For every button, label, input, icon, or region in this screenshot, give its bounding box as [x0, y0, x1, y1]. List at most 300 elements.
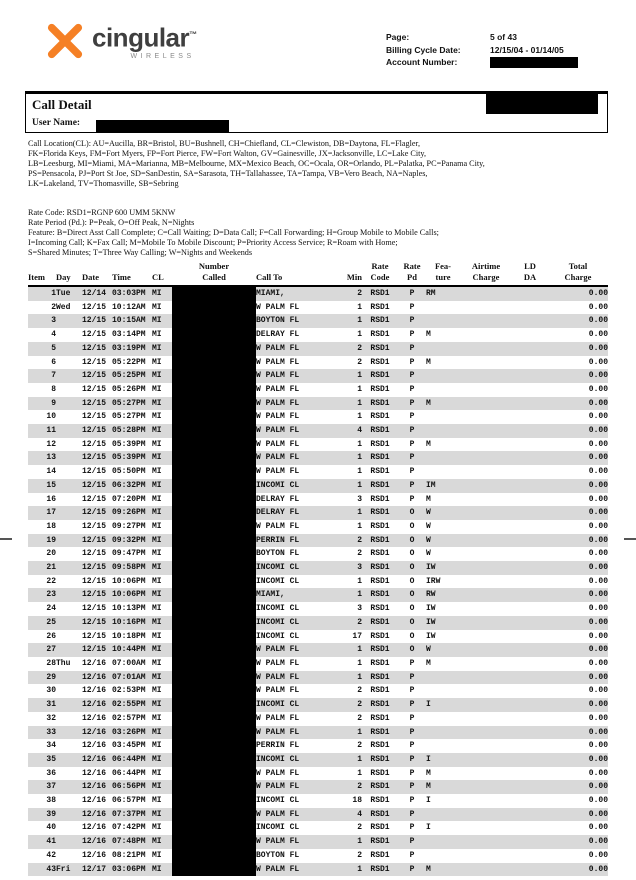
cell: 0.00 — [588, 782, 608, 792]
cell: 1 — [357, 384, 362, 394]
cell: P — [409, 494, 415, 504]
redacted-number-cell — [172, 794, 256, 808]
cell: 42 — [46, 850, 56, 860]
brand-text — [92, 22, 197, 60]
call-row — [28, 671, 608, 685]
cell: 12/16 — [82, 768, 107, 778]
cell: 0.00 — [588, 549, 608, 559]
cell: 0.00 — [588, 658, 608, 668]
cell: 12/15 — [82, 412, 107, 422]
cell — [426, 369, 460, 383]
cell — [512, 520, 548, 534]
legend-line: Call Location(CL): AU=Aucilla, BR=Bristol, BU=Bushnell, CH=Chiefland, CL=Clewiston, DB=Daytona, FL=Flagler, — [28, 139, 420, 148]
account-number-label: Account Number: — [386, 57, 458, 67]
cell: MI — [152, 837, 162, 847]
cell: 12/15 — [82, 563, 107, 573]
table-header-row — [28, 261, 608, 286]
cell: RSD1 — [370, 412, 390, 422]
cell — [460, 684, 512, 698]
cell: 0.00 — [588, 741, 608, 751]
cell: 26 — [46, 631, 56, 641]
cell: 0.00 — [588, 343, 608, 353]
cell — [460, 863, 512, 877]
cell: 12/15 — [82, 398, 107, 408]
cell — [56, 479, 82, 493]
cell: 0.00 — [588, 823, 608, 833]
cell — [512, 588, 548, 602]
cell: 0.00 — [588, 426, 608, 436]
cell: 0.00 — [588, 864, 608, 874]
cell — [460, 835, 512, 849]
col-header-item: Item — [28, 261, 56, 286]
cell: RSD1 — [370, 823, 390, 833]
account-number-redacted — [490, 57, 578, 71]
cell: P — [409, 796, 415, 806]
call-row — [28, 767, 608, 781]
cell: 2 — [357, 357, 362, 367]
cell: Tue — [56, 289, 71, 298]
cell: RSD1 — [370, 672, 390, 682]
cell: MI — [152, 850, 162, 860]
cell: MI — [152, 754, 162, 764]
brand-tagline: WIRELESS — [130, 52, 195, 60]
cell: INCOMI CL — [256, 631, 300, 641]
cell — [512, 630, 548, 644]
cell — [460, 588, 512, 602]
cell: MI — [152, 343, 162, 353]
cell: P — [409, 371, 415, 381]
redacted-number-cell — [172, 863, 256, 877]
redacted-number-cell — [172, 493, 256, 507]
redacted-number-cell — [172, 342, 256, 356]
cell: 0.00 — [588, 439, 608, 449]
cell — [512, 575, 548, 589]
cell — [56, 753, 82, 767]
cell: RSD1 — [370, 371, 390, 381]
cell — [56, 602, 82, 616]
cell — [56, 575, 82, 589]
cell: 12/16 — [82, 837, 107, 847]
cell: RSD1 — [370, 768, 390, 778]
redacted-number-cell — [172, 588, 256, 602]
cell: BOYTON FL — [256, 316, 300, 326]
cell: 05:39PM — [112, 439, 146, 449]
cell: RSD1 — [370, 508, 390, 518]
cell: O — [409, 631, 415, 641]
cell: 28 — [46, 658, 56, 668]
cell: W PALM FL — [256, 384, 300, 394]
cell: M — [426, 782, 431, 792]
cell: 38 — [46, 796, 56, 806]
cingular-logo — [44, 22, 197, 60]
cell — [426, 739, 460, 753]
cell: 10:16PM — [112, 617, 146, 627]
cell: 12/15 — [82, 426, 107, 436]
cell: MI — [152, 521, 162, 531]
cell: 0.00 — [588, 837, 608, 847]
cell — [460, 849, 512, 863]
cell: MI — [152, 686, 162, 696]
cell: 5 — [51, 343, 56, 353]
cell: P — [409, 809, 415, 819]
cell: 12 — [46, 439, 56, 449]
cell: MI — [152, 426, 162, 436]
cell: RSD1 — [370, 439, 390, 449]
redacted-number-cell — [172, 561, 256, 575]
cell: 12/14 — [82, 289, 107, 298]
cell — [460, 328, 512, 342]
cell: P — [409, 453, 415, 463]
cell: P — [409, 343, 415, 353]
cell: P — [409, 768, 415, 778]
cell — [512, 410, 548, 424]
cell: P — [409, 782, 415, 792]
cell — [512, 493, 548, 507]
cell: 09:26PM — [112, 508, 146, 518]
legend-line: LB=Leesburg, MI=Miami, MA=Marianna, MB=Melbourne, MX=Mexico Beach, OC=Ocala, OR=Orlando, PL=Palatka, PC=Panama City, — [28, 159, 485, 168]
redacted-number-cell — [172, 726, 256, 740]
cell: O — [409, 521, 415, 531]
cell — [460, 657, 512, 671]
cell: 03:26PM — [112, 727, 146, 737]
cell: O — [409, 617, 415, 627]
cell: RSD1 — [370, 837, 390, 847]
cell: P — [409, 727, 415, 737]
cell: O — [409, 604, 415, 614]
cell — [56, 726, 82, 740]
cell: 08:21PM — [112, 850, 146, 860]
cell — [426, 451, 460, 465]
cell: 4 — [51, 330, 56, 340]
cell: P — [409, 480, 415, 490]
cell: I — [426, 823, 431, 833]
cell: 6 — [51, 357, 56, 367]
cell: 0.00 — [588, 590, 608, 600]
redacted-number-cell — [172, 383, 256, 397]
cell: 1 — [357, 672, 362, 682]
cell: MI — [152, 645, 162, 655]
cell — [512, 849, 548, 863]
cell — [460, 643, 512, 657]
cell: 1 — [357, 754, 362, 764]
cell: 1 — [357, 316, 362, 326]
cell: 2 — [357, 549, 362, 559]
cell — [56, 808, 82, 822]
cell — [56, 314, 82, 328]
cell — [56, 493, 82, 507]
cell: MI — [152, 508, 162, 518]
cell: RSD1 — [370, 850, 390, 860]
cell — [56, 547, 82, 561]
cell — [512, 479, 548, 493]
cell — [512, 342, 548, 356]
call-row — [28, 657, 608, 671]
call-row — [28, 383, 608, 397]
cell: W — [426, 535, 431, 545]
cell: 0.00 — [588, 631, 608, 641]
redacted-number-cell — [172, 301, 256, 315]
cell: INCOMI CL — [256, 604, 300, 614]
cell: 2 — [357, 823, 362, 833]
cell: P — [409, 412, 415, 422]
cell: RSD1 — [370, 316, 390, 326]
cell: 3 — [357, 604, 362, 614]
crop-mark-right — [624, 538, 636, 540]
cell: 07:01AM — [112, 672, 146, 682]
cell: 07:20PM — [112, 494, 146, 504]
cell: 10:44PM — [112, 645, 146, 655]
cell: M — [426, 494, 431, 504]
cell: MI — [152, 480, 162, 490]
cell: 12/16 — [82, 796, 107, 806]
cell — [56, 328, 82, 342]
cell: 0.00 — [588, 700, 608, 710]
cell — [460, 821, 512, 835]
cell: P — [409, 686, 415, 696]
cell — [460, 438, 512, 452]
cell: 32 — [46, 713, 56, 723]
cell — [56, 780, 82, 794]
cell: PERRIN FL — [256, 535, 300, 545]
cell: P — [409, 700, 415, 710]
cell — [460, 506, 512, 520]
cell: P — [409, 426, 415, 436]
cell — [56, 794, 82, 808]
cell: 40 — [46, 823, 56, 833]
cell: 0.00 — [588, 686, 608, 696]
cell — [56, 821, 82, 835]
cell: RSD1 — [370, 426, 390, 436]
cell: MI — [152, 590, 162, 600]
cell: 09:47PM — [112, 549, 146, 559]
cell: RSD1 — [370, 809, 390, 819]
cell: 1 — [357, 467, 362, 477]
cell — [512, 726, 548, 740]
cell: MI — [152, 371, 162, 381]
cell: 0.00 — [588, 713, 608, 723]
cell: P — [409, 823, 415, 833]
call-row — [28, 698, 608, 712]
redacted-number-cell — [172, 328, 256, 342]
cell: 12/15 — [82, 357, 107, 367]
call-row — [28, 684, 608, 698]
legend-line: Feature: B=Direct Asst Call Complete; C=Call Waiting; D=Data Call; F=Call Forwarding; H=Group Mobile to Mobile Calls; — [28, 228, 439, 237]
cell — [56, 342, 82, 356]
cell: 1 — [357, 768, 362, 778]
cell — [56, 383, 82, 397]
cell: 0.00 — [588, 850, 608, 860]
cell — [460, 616, 512, 630]
cell: 1 — [357, 302, 362, 312]
call-detail-title: Call Detail — [32, 97, 92, 112]
cell — [426, 835, 460, 849]
cell: P — [409, 384, 415, 394]
cell — [460, 520, 512, 534]
cell — [460, 671, 512, 685]
cell: 4 — [357, 426, 362, 436]
cell: PERRIN FL — [256, 741, 300, 751]
cell — [426, 808, 460, 822]
redacted-number-cell — [172, 684, 256, 698]
cell — [512, 643, 548, 657]
cell: 09:32PM — [112, 535, 146, 545]
cell: 03:45PM — [112, 741, 146, 751]
call-row — [28, 588, 608, 602]
call-row — [28, 301, 608, 315]
cell — [460, 561, 512, 575]
call-row — [28, 561, 608, 575]
cell: MI — [152, 535, 162, 545]
cell: I — [426, 700, 431, 710]
call-row — [28, 451, 608, 465]
call-row — [28, 410, 608, 424]
cell — [460, 602, 512, 616]
cell: 12/15 — [82, 467, 107, 477]
brand-name: cingular — [92, 22, 190, 53]
cell: 2 — [357, 617, 362, 627]
cell — [426, 726, 460, 740]
cell: 1 — [357, 453, 362, 463]
cell: W PALM FL — [256, 453, 300, 463]
cell: I — [426, 754, 431, 764]
cell: 0.00 — [588, 521, 608, 531]
cell: P — [409, 850, 415, 860]
brand-wordmark — [92, 22, 197, 51]
cell: RSD1 — [370, 576, 390, 586]
call-detail-section-header — [25, 91, 608, 133]
cell: MI — [152, 741, 162, 751]
call-row — [28, 616, 608, 630]
user-name-label: User Name: — [32, 118, 81, 128]
cell: P — [409, 713, 415, 723]
cell — [460, 630, 512, 644]
cell: 2 — [357, 686, 362, 696]
cell: MI — [152, 398, 162, 408]
cell: 4 — [357, 809, 362, 819]
redacted-number-cell — [172, 657, 256, 671]
cell — [460, 356, 512, 370]
cell — [512, 397, 548, 411]
cell: W PALM FL — [256, 357, 300, 367]
cell — [512, 671, 548, 685]
call-row — [28, 465, 608, 479]
cell: RSD1 — [370, 864, 390, 874]
cell: RSD1 — [370, 713, 390, 723]
cell: MIAMI, — [256, 289, 285, 298]
redacted-number-cell — [172, 369, 256, 383]
cell: RSD1 — [370, 754, 390, 764]
cell: MI — [152, 768, 162, 778]
cell: 0.00 — [588, 494, 608, 504]
billing-cycle-value: 12/15/04 - 01/14/05 — [490, 44, 564, 55]
cell — [426, 671, 460, 685]
cell: RSD1 — [370, 604, 390, 614]
cell: IRW — [426, 576, 441, 586]
cell: 10:12AM — [112, 302, 146, 312]
cell: P — [409, 357, 415, 367]
cell: 07:42PM — [112, 823, 146, 833]
cell — [512, 314, 548, 328]
cell: 0.00 — [588, 508, 608, 518]
cell — [512, 753, 548, 767]
user-name-redacted — [96, 120, 229, 132]
cell — [512, 383, 548, 397]
cell: O — [409, 535, 415, 545]
col-header-airtime-charge: Airtime Charge — [460, 261, 512, 286]
cell — [512, 712, 548, 726]
cell: 2 — [357, 782, 362, 792]
cell: MI — [152, 672, 162, 682]
redacted-number-cell — [172, 356, 256, 370]
cell: 1 — [51, 289, 56, 298]
redacted-number-cell — [172, 780, 256, 794]
cell: 12/15 — [82, 645, 107, 655]
redacted-number-cell — [172, 547, 256, 561]
cell: 12/15 — [82, 453, 107, 463]
cell: 0.00 — [588, 480, 608, 490]
cell: 12/15 — [82, 590, 107, 600]
cell: 7 — [51, 371, 56, 381]
cell: W PALM FL — [256, 302, 300, 312]
cell: 12/15 — [82, 316, 107, 326]
cell: 1 — [357, 480, 362, 490]
cell: DELRAY FL — [256, 494, 300, 504]
cell: MI — [152, 316, 162, 326]
cell: 33 — [46, 727, 56, 737]
cell: 30 — [46, 686, 56, 696]
cell: P — [409, 658, 415, 668]
cell: MI — [152, 617, 162, 627]
cell: MI — [152, 384, 162, 394]
cell: IW — [426, 563, 436, 573]
cell: RSD1 — [370, 289, 390, 298]
col-header-min: Min — [336, 261, 362, 286]
col-header-cl: CL — [152, 261, 172, 286]
legend-line: FK=Florida Keys, FM=Fort Myers, FP=Fort Pierce, FW=Fort Walton, GV=Gainesville, JX=Jacksonville, LC=Lake City, — [28, 149, 427, 158]
cell — [460, 739, 512, 753]
cell: 12/15 — [82, 535, 107, 545]
cell: IM — [426, 480, 436, 490]
cell: 06:44PM — [112, 768, 146, 778]
cell: RSD1 — [370, 782, 390, 792]
cell: W PALM FL — [256, 658, 300, 668]
redacted-number-cell — [172, 314, 256, 328]
cell: 12/15 — [82, 508, 107, 518]
cell — [426, 849, 460, 863]
cell — [460, 383, 512, 397]
cell — [512, 794, 548, 808]
cell: RSD1 — [370, 302, 390, 312]
cell: RSD1 — [370, 590, 390, 600]
call-row — [28, 397, 608, 411]
cell: 14 — [46, 467, 56, 477]
call-row — [28, 424, 608, 438]
cell: IW — [426, 604, 436, 614]
call-row — [28, 369, 608, 383]
cell — [56, 739, 82, 753]
cell: BOYTON FL — [256, 549, 300, 559]
cell: MI — [152, 330, 162, 340]
cell: M — [426, 398, 431, 408]
cell: 12/16 — [82, 713, 107, 723]
cell: 0.00 — [588, 563, 608, 573]
cell: 1 — [357, 330, 362, 340]
cell: 12/15 — [82, 631, 107, 641]
cell — [56, 712, 82, 726]
cell: MI — [152, 467, 162, 477]
cell: M — [426, 357, 431, 367]
cell: 10:06PM — [112, 576, 146, 586]
